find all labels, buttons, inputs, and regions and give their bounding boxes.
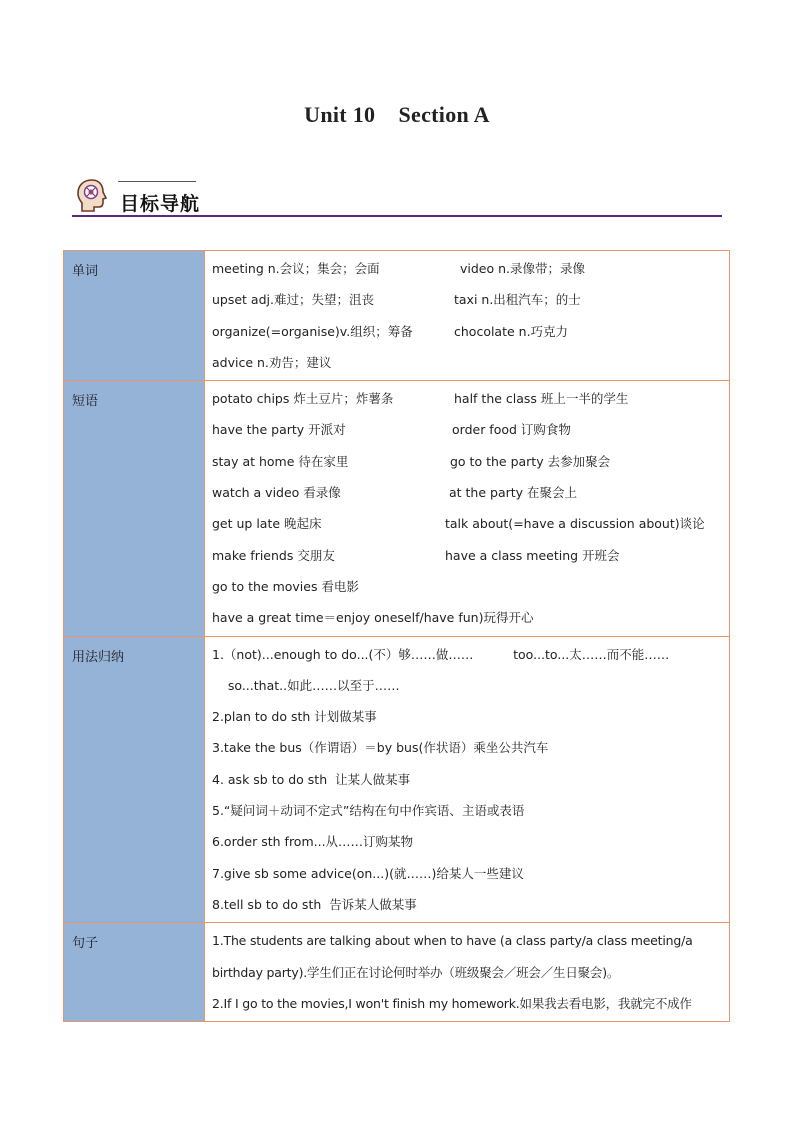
phrase-line: stay at home 待在家里 go to the party 去参加聚会 (212, 453, 611, 469)
usage-content (205, 636, 730, 923)
category-label: 用法归纳 (64, 636, 205, 923)
sentence-line: 2.If I go to the movies,I won't finish my homework.如果我去看电影，我就完不成作 (212, 995, 692, 1011)
vocabulary-row (64, 251, 730, 381)
vocab-line: upset adj.难过；失望；沮丧 taxi n.出租汽车；的士 (212, 292, 581, 308)
banner-heading: 目标导航 (120, 193, 201, 215)
phrases-row (64, 381, 730, 636)
category-label: 短语 (64, 381, 205, 636)
phrase-line: have a great time＝enjoy oneself/have fun)玩得开心 (212, 610, 534, 626)
usage-line: 6.order sth from...从……订购某物 (212, 834, 414, 850)
sentences-content (205, 923, 730, 1022)
phrase-line: make friends 交朋友 have a class meeting 开班会 (212, 547, 620, 563)
usage-line: 2.plan to do sth 计划做某事 (212, 709, 377, 725)
usage-line: 4. ask sb to do sth 让某人做某事 (212, 771, 411, 787)
phrase-line: potato chips 炸土豆片；炸薯条 half the class 班上一半的学生 (212, 391, 629, 407)
phrase-line: have the party 开派对 order food 订购食物 (212, 422, 571, 438)
sentences-row (64, 923, 730, 1022)
vocab-line: meeting n.会议；集会；会面 video n.录像带；录像 (212, 261, 586, 276)
phrase-line: get up late 晚起床 talk about(=have a discussion about)谈论 (212, 516, 705, 532)
banner-top-line (118, 181, 196, 182)
section-banner (72, 176, 722, 220)
usage-line: 5.“疑问词＋动词不定式”结构在句中作宾语、主语或表语 (212, 803, 525, 819)
usage-line: 1.（not)...enough to do...(不）够……做…… too...to...太……而不能…… (212, 646, 670, 662)
usage-line: 8.tell sb to do sth 告诉某人做某事 (212, 896, 417, 912)
vocab-line: advice n.劝告；建议 (212, 354, 332, 370)
vocabulary-content (205, 251, 730, 381)
usage-line: so...that..如此……以至于…… (212, 677, 400, 693)
usage-row (64, 636, 730, 923)
phrases-content (205, 381, 730, 636)
category-label: 单词 (64, 251, 205, 381)
usage-line: 3.take the bus（作谓语）＝by bus(作状语）乘坐公共汽车 (212, 740, 549, 756)
phrase-line: go to the movies 看电影 (212, 578, 359, 594)
page-title: Unit 10 Section A (304, 102, 490, 127)
study-guide-table (63, 250, 730, 1022)
brain-head-icon (76, 178, 110, 216)
category-label: 句子 (64, 923, 205, 1022)
vocab-line: organize(=organise)v.组织；筹备 chocolate n.巧克力 (212, 323, 569, 339)
sentence-line: 1.The students are talking about when to have (a class party/a class meeting/a (212, 933, 693, 949)
phrase-line: watch a video 看录像 at the party 在聚会上 (212, 485, 578, 501)
sentence-line: birthday party).学生们正在讨论何时举办（班级聚会／班会／生日聚会)。 (212, 964, 620, 980)
banner-divider (72, 215, 722, 217)
usage-line: 7.give sb some advice(on...)(就……)给某人一些建议 (212, 865, 524, 881)
